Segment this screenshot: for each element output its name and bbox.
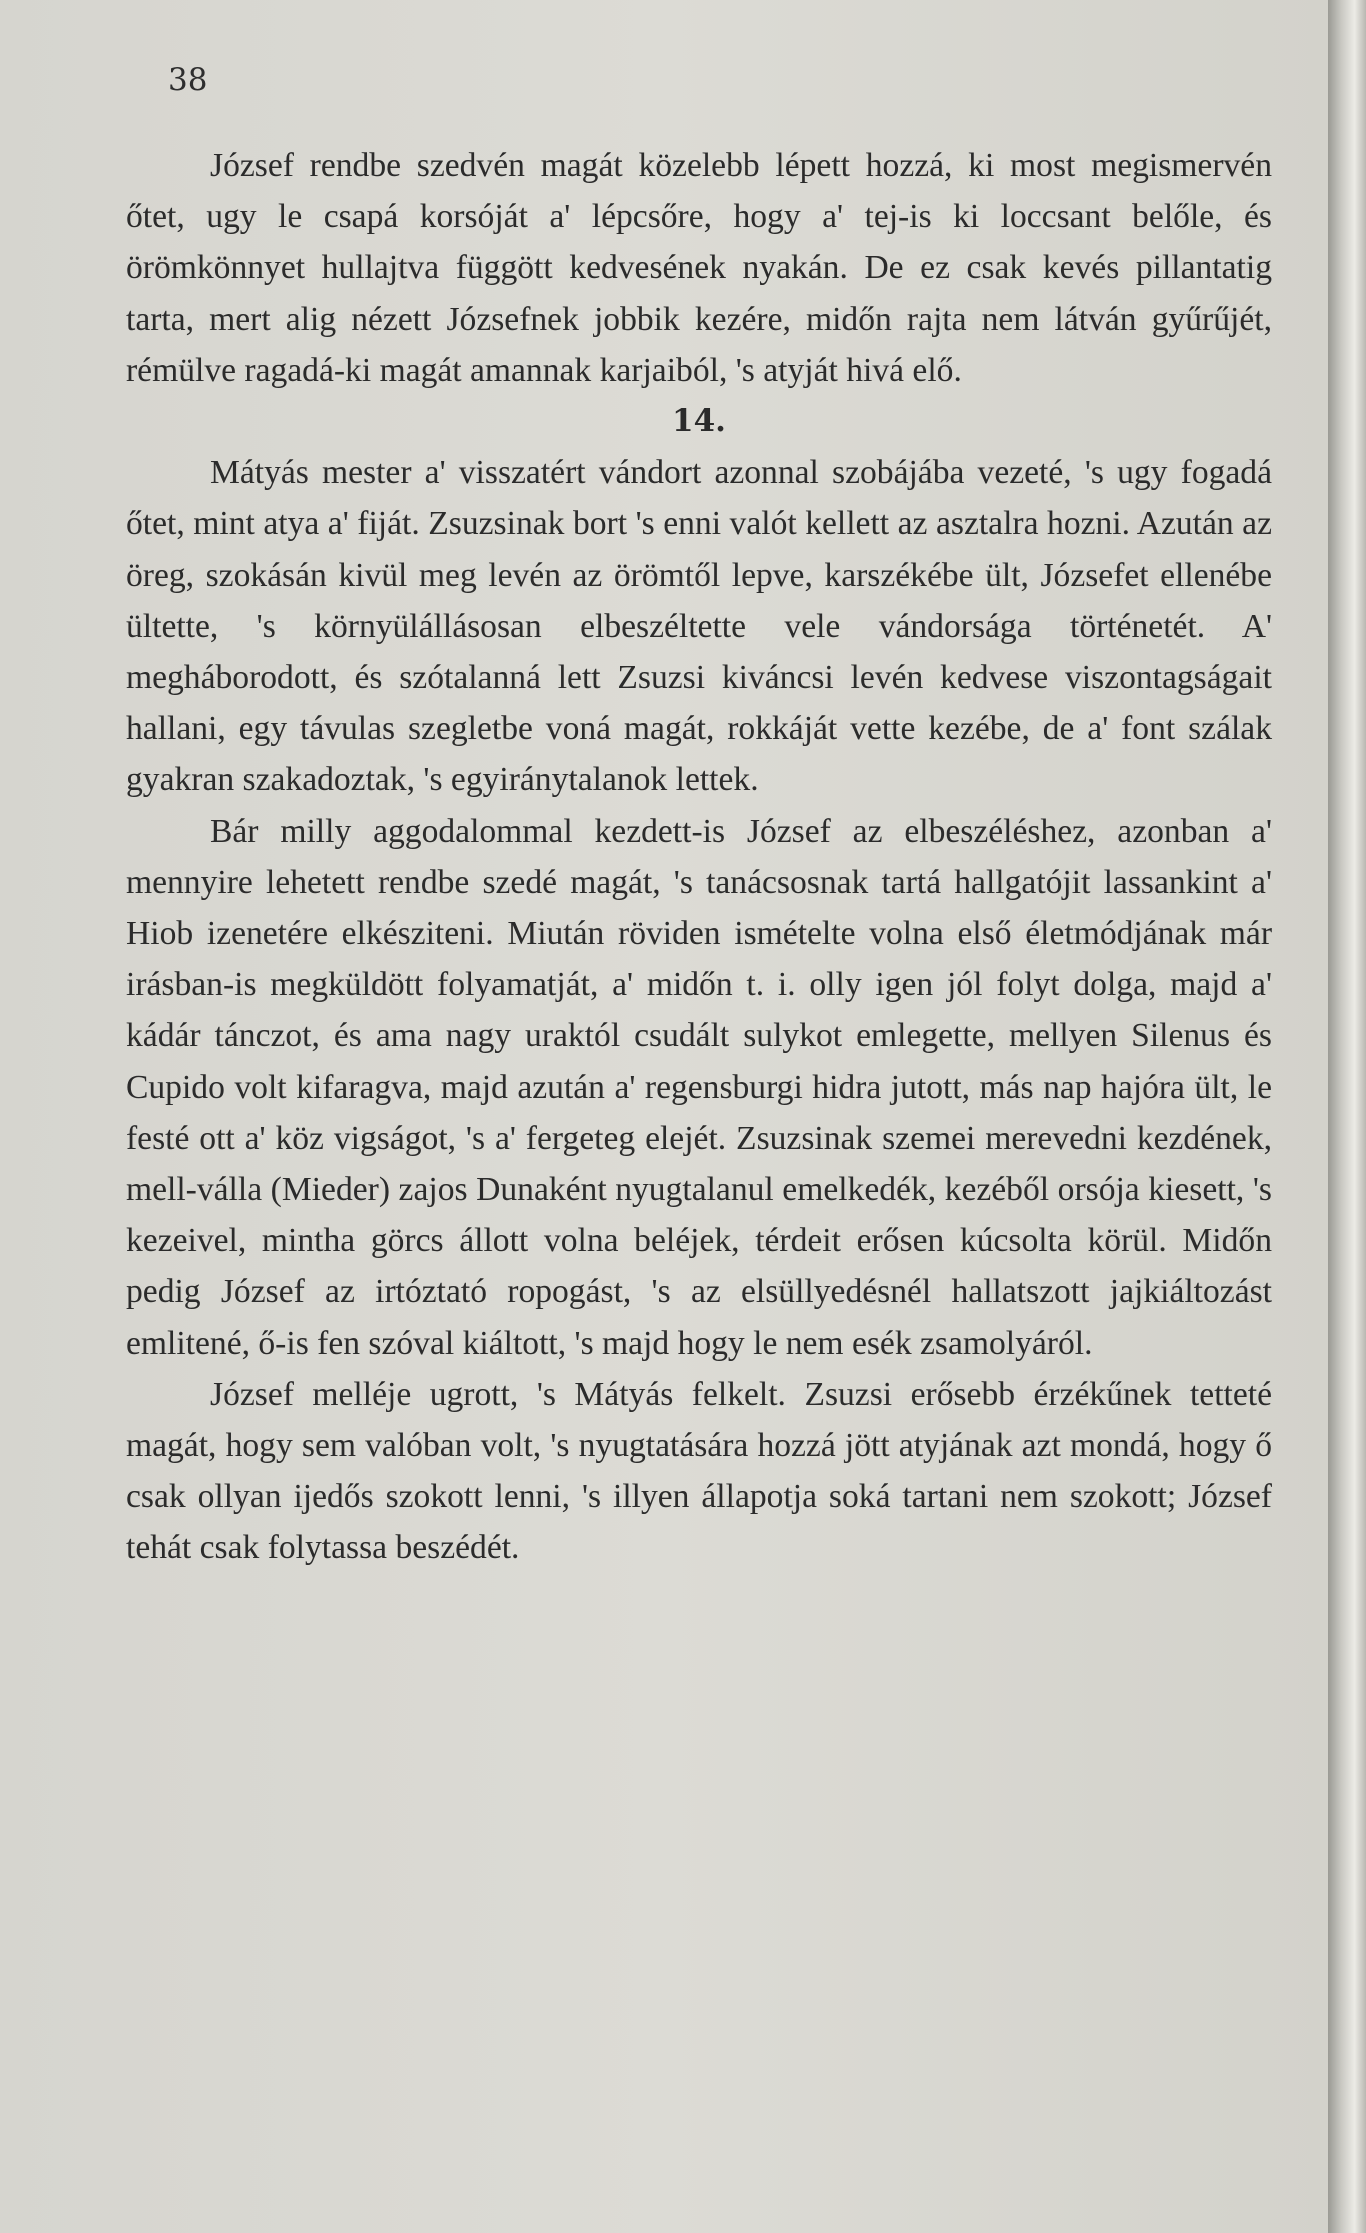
paragraph: József melléje ugrott, 's Mátyás felkelt. Zsuzsi erősebb érzékűnek tetteté magát, hogy sem valóban volt, 's nyugtatására hozzá jött atyjának azt mondá, hogy ő csak ollyan ijedős szokott lenni, 's illyen állapotja soká tartani nem szokott; József tehát csak folytassa beszédét.: [126, 1375, 1272, 1567]
paragraph: József rendbe szedvén magát közelebb lépett hozzá, ki most megismervén őtet, ugy le csapá korsóját a' lépcsőre, hogy a' tej-is ki loccsant belőle, és örömkönnyet hullajtva függött kedvesének nyakán. De ez csak kevés pillantatig tarta, mert alig nézett Józsefnek jobbik kezére, midőn rajta nem látván gyűrűjét, rémülve ragadá-ki magát amannak karjaiból, 's atyját hivá elő.: [126, 147, 1272, 389]
page-number: 38: [168, 62, 208, 98]
paragraph: Mátyás mester a' visszatért vándort azonnal szobájába vezeté, 's ugy fogadá őtet, mint atya a' fiját. Zsuzsinak bort 's enni valót kellett az asztalra hozni. Azután az öreg, szokásán kivül meg levén az örömtől lepve, karszékébe ült, Józsefet ellenébe ültette, 's környülállásosan elbeszéltette vele vándorsága történetét. A' megháborodott, és szótalanná lett Zsuzsi kiváncsi levén kedvese viszontagságait hallani, egy távulas szegletbe voná magát, rokkáját vette kezébe, de a' font szálak gyakran szakadoztak, 's egyiránytalanok lettek.: [126, 454, 1272, 799]
paragraph: Bár milly aggodalommal kezdett-is József az elbeszéléshez, azonban a' mennyire lehetett rendbe szedé magát, 's tanácsosnak tartá hallgatójit lassankint a' Hiob izenetére elkésziteni. Miután röviden ismételte volna első életmódjának már irásban-is megküldött folyamatját, a' midőn t. i. olly igen jól folyt dolga, majd a' kádár tánczot, és ama nagy uraktól csudált sulykot emlegette, mellyen Silenus és Cupido volt kifaragva, majd azután a' regensburgi hidra jutott, más nap hajóra ült, le festé ott a' köz vigságot, 's a' fergeteg elejét. Zsuzsinak szemei merevedni kezdének, mell-válla (Mieder) zajos Dunaként nyugtalanul emelkedék, kezéből orsója kiesett, 's kezeivel, mintha görcs állott volna beléjek, térdeit erősen kúcsolta körül. Midőn pedig József az irtóztató ropogást, 's az elsüllyedésnél hallatszott jajkiáltozást emlitené, ő-is fen szóval kiáltott, 's majd hogy le nem esék zsamolyáról.: [126, 812, 1272, 1362]
book-spine-edge: [1328, 0, 1366, 2233]
page-text: [126, 140, 1272, 1574]
section-number: 14.: [672, 403, 726, 440]
